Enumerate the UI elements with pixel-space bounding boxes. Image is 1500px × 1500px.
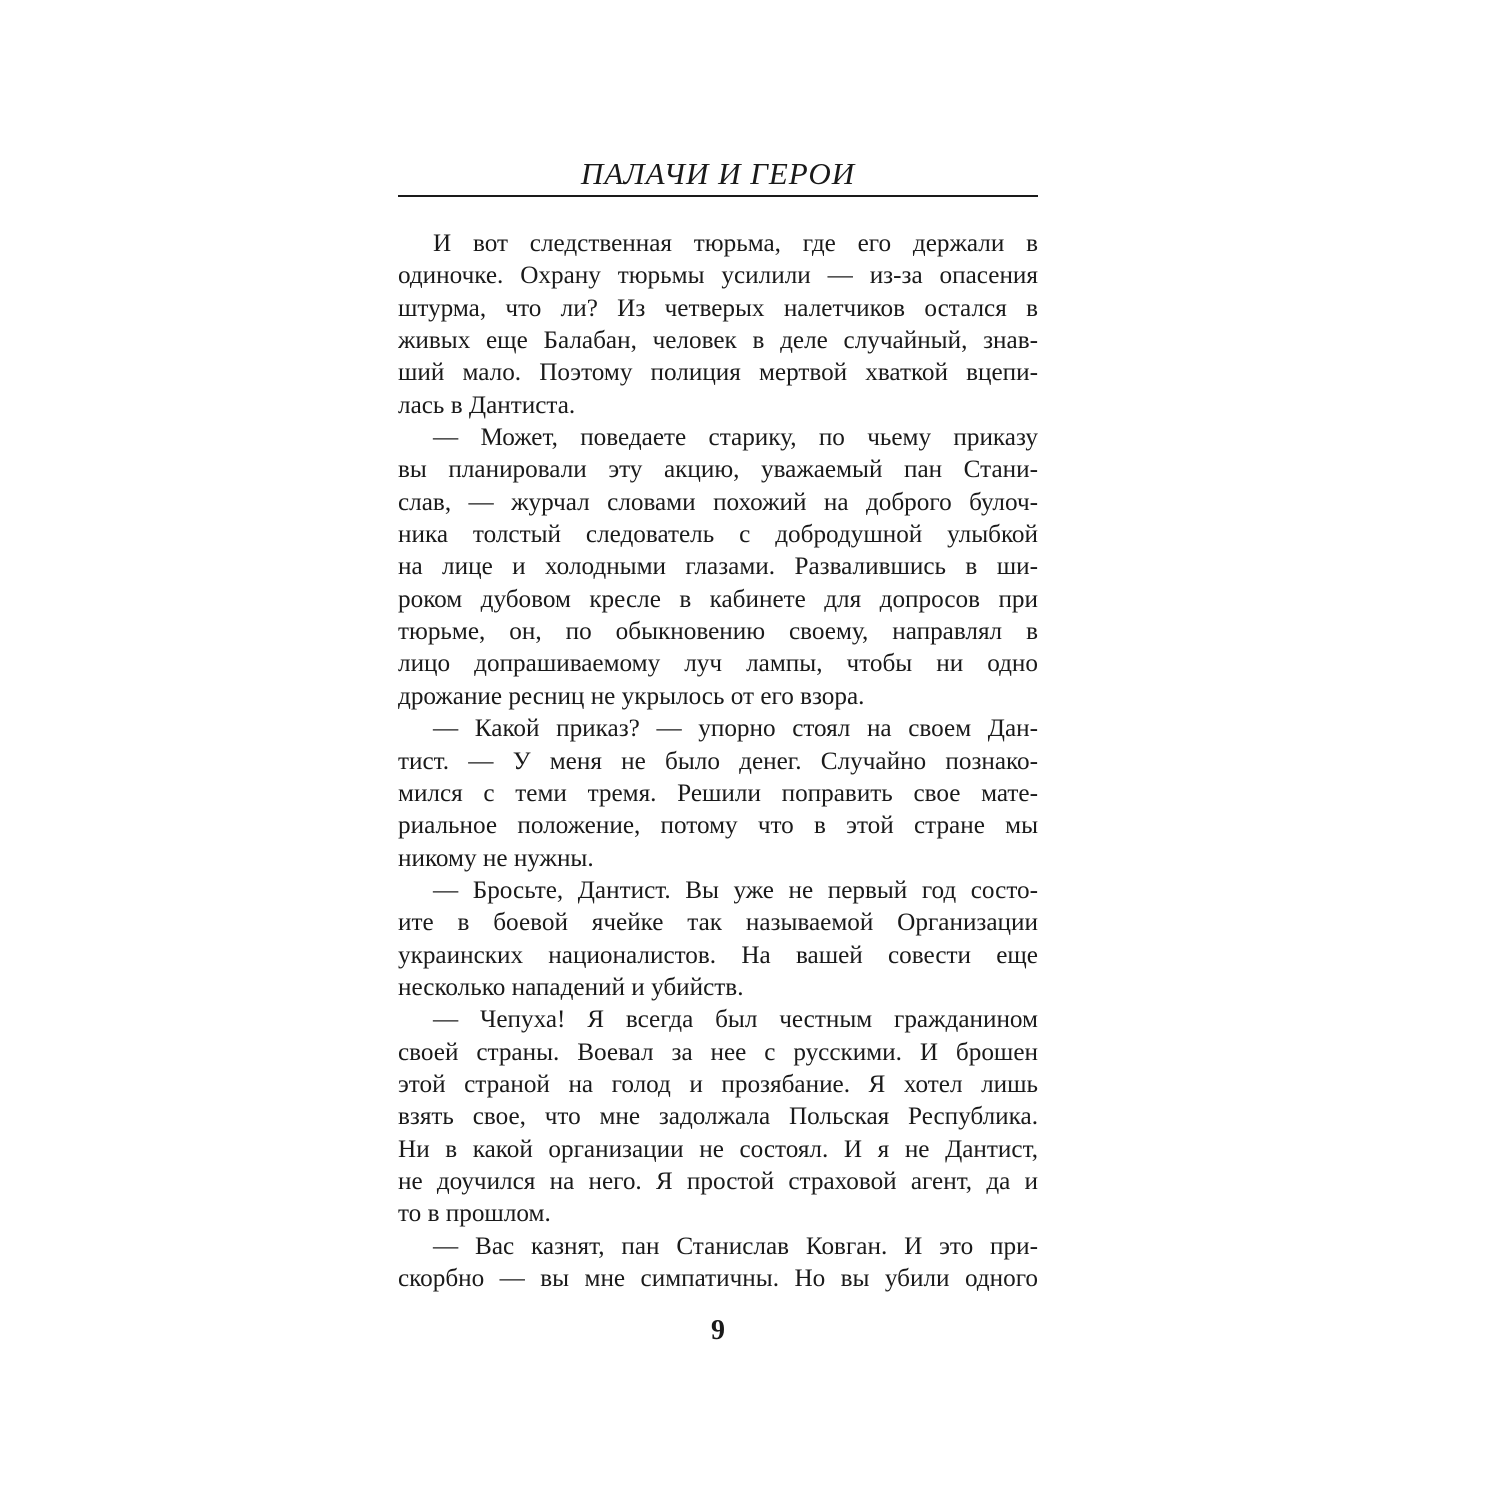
text-line: мился с теми тремя. Решили поправить свое мате-: [398, 779, 1038, 807]
text-line: скорбно — вы мне симпатичны. Но вы убили одного: [398, 1265, 1038, 1292]
page-number: 9: [711, 1315, 725, 1346]
text-line: лицо допрашиваемому луч лампы, чтобы ни одно: [398, 650, 1038, 678]
text-line: никому не нужны.: [398, 844, 594, 872]
text-line: украинских националистов. На вашей совести еще: [398, 941, 1038, 969]
text-line: лась в Дантиста.: [398, 391, 576, 419]
running-head: [398, 150, 1038, 196]
body-text: [398, 228, 1038, 1295]
text-line: на лице и холодными глазами. Развалившись в ши-: [398, 553, 1038, 581]
text-line: этой страной на голод и прозябание. Я хотел лишь: [398, 1070, 1038, 1098]
text-line: несколько нападений и убийств.: [398, 973, 744, 1001]
text-line: дрожание ресниц не укрылось от его взора.: [398, 682, 865, 710]
text-line: — Чепуха! Я всегда был честным гражданином: [433, 1006, 1038, 1034]
text-line: роком дубовом кресле в кабинете для допросов при: [398, 585, 1038, 613]
text-line: одиночке. Охрану тюрьмы усилили — из-за опасения: [398, 262, 1038, 290]
text-line: риальное положение, потому что в этой стране мы: [398, 812, 1038, 840]
text-line: ите в боевой ячейке так называемой Организации: [398, 909, 1038, 937]
text-line: тист. — У меня не было денег. Случайно познако-: [398, 747, 1038, 775]
text-line: не доучился на него. Я простой страховой агент, да и: [398, 1167, 1038, 1195]
text-line: тюрьме, он, по обыкновению своему, направлял в: [398, 618, 1038, 646]
text-line: слав, — журчал словами похожий на доброго булоч-: [398, 488, 1038, 516]
text-line: — Какой приказ? — упорно стоял на своем Дан-: [433, 715, 1038, 743]
text-line: — Бросьте, Дантист. Вы уже не первый год состо-: [433, 876, 1038, 904]
text-line: живых еще Балабан, человек в деле случайный, знав-: [398, 327, 1038, 355]
text-line: И вот следственная тюрьма, где его держали в: [433, 230, 1038, 257]
text-line: то в прошлом.: [398, 1200, 551, 1228]
text-line: — Может, поведаете старику, по чьему приказу: [433, 424, 1038, 452]
text-line: ший мало. Поэтому полиция мертвой хваткой вцепи-: [398, 359, 1038, 387]
text-line: ника толстый следователь с добродушной улыбкой: [398, 521, 1038, 549]
text-line: штурма, что ли? Из четверых налетчиков остался в: [398, 294, 1038, 322]
text-line: — Вас казнят, пан Станислав Ковган. И это при-: [433, 1232, 1038, 1260]
book-page: [398, 150, 1038, 1370]
header-rule: [398, 195, 1038, 197]
text-line: своей страны. Воевал за нее с русскими. И брошен: [398, 1038, 1038, 1066]
text-line: вы планировали эту акцию, уважаемый пан Стани-: [398, 456, 1038, 484]
text-line: Ни в какой организации не состоял. И я не Дантист,: [398, 1135, 1038, 1163]
text-line: взять свое, что мне задолжала Польская Республика.: [398, 1103, 1038, 1131]
running-title: ПАЛАЧИ И ГЕРОИ: [580, 156, 856, 191]
